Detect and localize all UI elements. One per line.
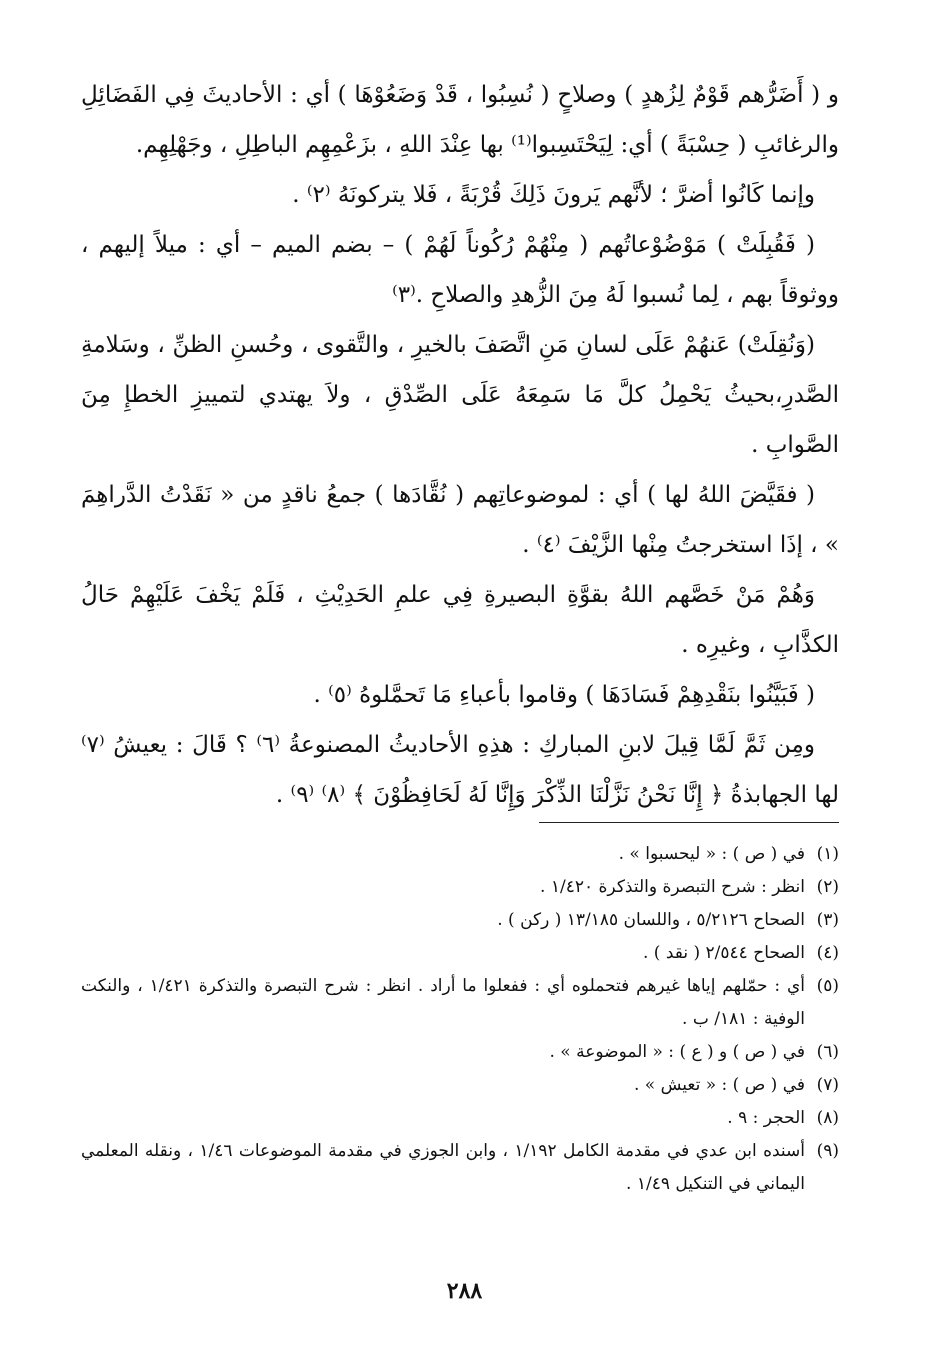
footnote-number: (٤)	[816, 943, 839, 963]
footnote-number: (٨)	[816, 1108, 839, 1128]
footnote-number: (٦)	[816, 1042, 839, 1062]
footnote-5	[81, 970, 839, 1036]
paragraph-2: وإنما كَانُوا أضرَّ ؛ لأنَّهم يَرونَ ذَلِكَ قُرْبَةً ، فَلا يتركونَهُ ⁽٢⁾ .	[292, 182, 815, 208]
page-number: ٢٨٨	[446, 1278, 483, 1304]
footnote-number: (٣)	[816, 910, 839, 930]
footnote-text: الصحاح ٢/٥٤٤ ( نقد ) .	[643, 943, 805, 963]
paragraph-1: و ( أَضَرُّهم قَوْمٌ لِزُهدٍ ) وصلاحٍ ( نُسِبُوا ، قَدْ وَضَعُوْهَا ) أي : الأحاديثَ فِي الفَضَائِلِ والرغائبِ ( حِسْبَةً ) أي: لِيَحْتَسِبوا⁽¹⁾ بها عِنْدَ اللهِ ، بزَعْمِهِم الباطِلِ ، وجَهْلِهِم.	[81, 82, 839, 158]
footnote-text: أسنده ابن عدي في مقدمة الكامل ١/١٩٢ ، وابن الجوزي في مقدمة الموضوعات ١/٤٦ ، ونقله المعلمي اليماني في التنكيل ١/٤٩ .	[81, 1141, 806, 1194]
footnote-2	[81, 871, 839, 904]
footnote-text: الصحاح ٥/٢١٢٦ ، واللسان ١٣/١٨٥ ( ركن ) .	[497, 910, 805, 930]
footnote-text: انظر : شرح التبصرة والتذكرة ١/٤٢٠ .	[540, 877, 805, 897]
footnote-text: في ( ص ) : « تعيش » .	[633, 1075, 805, 1095]
footnote-4	[81, 937, 839, 970]
footnote-text: في ( ص ) و ( ع ) : « الموضوعة » .	[549, 1042, 805, 1062]
footnote-text: الحجر : ٩ .	[727, 1108, 805, 1128]
main-text	[81, 70, 839, 820]
footnote-text: أي : حمّلهم إياها غيرهم فتحملوه أي : ففعلوا ما أراد . انظر : شرح التبصرة والتذكرة ١/٤٢١ ، والنكت الوفية : ١٨١/ ب .	[81, 976, 805, 1029]
footnote-separator	[539, 822, 839, 823]
paragraph-4: (وَنُقِلَتْ) عَنهُمْ عَلَى لسانِ مَنِ اتَّصَفَ بالخيرِ ، والتَّقوى ، وحُسنِ الظنِّ ، وسَلامةِ الصَّدرِ،بحيثُ يَحْمِلُ كلَّ مَا سَمِعَهُ عَلَى الصِّدْقِ ، ولاَ يهتدي لتمييزِ الخطإِ مِنَ الصَّوابِ .	[81, 332, 839, 458]
footnotes	[81, 838, 839, 1201]
footnote-7	[81, 1069, 839, 1102]
footnote-number: (١)	[816, 844, 839, 864]
footnote-9	[81, 1135, 839, 1201]
paragraph-5: ( فقَيَّضَ اللهُ لها ) أي : لموضوعاتِهم ( نُقَّادَها ) جمعُ ناقدٍ من « نَقَدْتُ الدَّراهِمَ » ، إذَا استخرجتُ مِنْها الزَّيْفَ ⁽٤⁾ .	[81, 482, 839, 558]
footnote-text: في ( ص ) : « ليحسبوا » .	[618, 844, 805, 864]
footnote-8	[81, 1102, 839, 1135]
footnote-1	[81, 838, 839, 871]
footnote-number: (٢)	[816, 877, 839, 897]
paragraph-7: ( فَبَيَّنُوا بنَقْدِهِمْ فَسَادَهَا ) وقاموا بأعباءِ مَا تَحمَّلوهُ ⁽٥⁾ .	[313, 682, 815, 708]
paragraph-3: ( فَقُبِلَتْ ) مَوْضُوْعاتُهم ( مِنْهُمْ رُكُوناً لَهُمْ ) – بضم الميم – أي : ميلاً إليهم ، ووثوقاً بهم ، لِما نُسبوا لَهُ مِنَ الزُّهدِ والصلاحِ .⁽٣⁾	[81, 232, 839, 308]
paragraph-6: وَهُمْ مَنْ خَصَّهم اللهُ بقوَّةِ البصيرةِ فِي علمِ الحَدِيْثِ ، فَلَمْ يَخْفَ عَلَيْهِمْ حَالُ الكذَّابِ ، وغيرِه .	[81, 582, 839, 658]
footnote-3	[81, 904, 839, 937]
footnote-number: (٧)	[816, 1075, 839, 1095]
footnote-6	[81, 1036, 839, 1069]
footnote-number: (٥)	[816, 976, 839, 996]
paragraph-8: ومِن ثَمَّ لَمَّا قِيلَ لابنِ المباركِ : هذِهِ الأحاديثُ المصنوعةُ ⁽٦⁾ ؟ قَالَ : يعيشُ ⁽٧⁾ لها الجهابذةُ ﴿ إِنَّا نَحْنُ نَزَّلْنَا الذِّكْرَ وَإِنَّا لَهُ لَحَافِظُوْنَ ﴾ ⁽٨⁾ ⁽٩⁾ .	[81, 732, 839, 808]
footnote-number: (٩)	[816, 1141, 840, 1161]
